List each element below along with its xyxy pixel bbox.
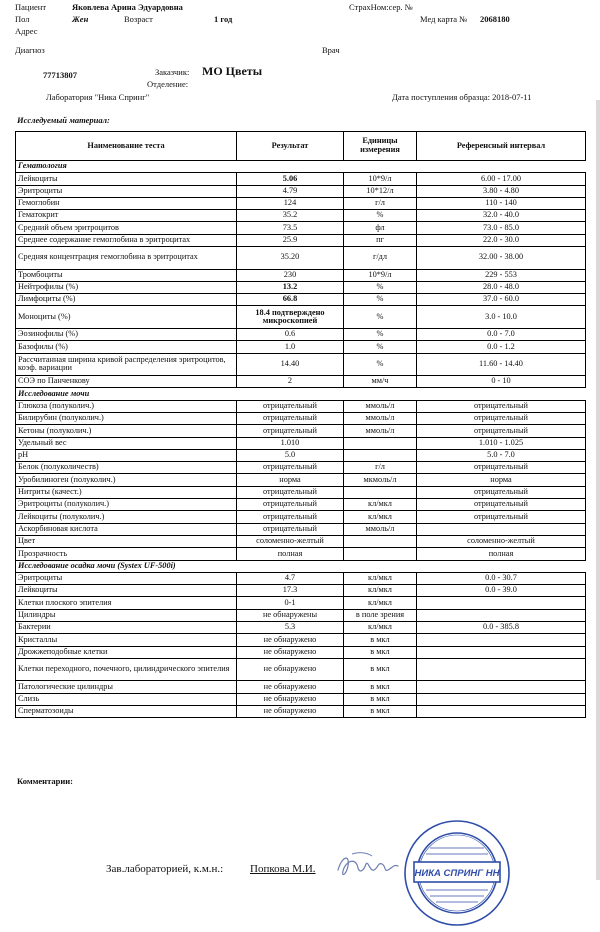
unit-value: в мкл: [344, 693, 417, 705]
customer-value: МО Цветы: [202, 64, 263, 78]
reference-interval: отрицательный: [417, 486, 586, 498]
insurance-label: СтрахНом:сер. №: [349, 2, 413, 12]
card-label: Мед карта №: [420, 14, 468, 24]
test-name: Цвет: [16, 535, 237, 547]
result-value: 73.5: [237, 222, 344, 234]
result-value: отрицательный: [237, 499, 344, 511]
reference-interval: 1.010 - 1.025: [417, 437, 586, 449]
result-value: 0-1: [237, 597, 344, 609]
result-value: 0.6: [237, 328, 344, 340]
reference-interval: [417, 693, 586, 705]
result-value: 124: [237, 197, 344, 209]
unit-value: кл/мкл: [344, 572, 417, 584]
table-row: [16, 328, 586, 340]
test-name: Лейкоциты (полуколич.): [16, 511, 237, 523]
table-row: [16, 234, 586, 246]
unit-value: [344, 437, 417, 449]
sex-label: Пол: [15, 14, 30, 24]
unit-value: в мкл: [344, 634, 417, 646]
table-row: [16, 294, 586, 306]
result-value: норма: [237, 474, 344, 486]
unit-value: [344, 486, 417, 498]
unit-value: ммоль/л: [344, 523, 417, 535]
unit-value: кл/мкл: [344, 622, 417, 634]
reference-interval: отрицательный: [417, 499, 586, 511]
unit-value: кл/мкл: [344, 499, 417, 511]
table-row: [16, 412, 586, 424]
diagnosis-label: Диагноз: [15, 45, 45, 55]
unit-value: г/дл: [344, 247, 417, 270]
result-value: 1.0: [237, 341, 344, 353]
table-row: [16, 353, 586, 376]
test-name: Рассчитанная ширина кривой распределения эритроцитов, коэф. вариации: [16, 353, 237, 376]
material-label: Исследуемый материал:: [17, 115, 110, 125]
unit-value: %: [344, 210, 417, 222]
department-label: Отделение:: [147, 79, 189, 89]
result-value: отрицательный: [237, 511, 344, 523]
table-row: [16, 425, 586, 437]
results-table: [15, 131, 586, 718]
test-name: Дрожжеподобные клетки: [16, 646, 237, 658]
table-row: [16, 548, 586, 560]
unit-value: %: [344, 306, 417, 329]
table-row: [16, 511, 586, 523]
reference-interval: отрицательный: [417, 462, 586, 474]
table-row: [16, 572, 586, 584]
result-value: 66.8: [237, 294, 344, 306]
reference-interval: отрицательный: [417, 425, 586, 437]
reference-interval: 0.0 - 39.0: [417, 585, 586, 597]
unit-value: в поле зрения: [344, 609, 417, 621]
reference-interval: отрицательный: [417, 412, 586, 424]
result-value: 5.0: [237, 449, 344, 461]
signature-name: Попкова М.И.: [250, 863, 316, 875]
unit-value: г/л: [344, 197, 417, 209]
reference-interval: 0.0 - 1.2: [417, 341, 586, 353]
unit-value: %: [344, 281, 417, 293]
table-row: [16, 376, 586, 388]
unit-value: пг: [344, 234, 417, 246]
sample-date: Дата поступления образца: 2018-07-11: [392, 92, 532, 102]
reference-interval: [417, 681, 586, 693]
test-name: Нитриты (качест.): [16, 486, 237, 498]
result-value: не обнаружены: [237, 609, 344, 621]
reference-interval: 3.0 - 10.0: [417, 306, 586, 329]
test-name: Цилиндры: [16, 609, 237, 621]
test-name: Клетки переходного, почечного, цилиндрического эпителия: [16, 658, 237, 681]
table-row: [16, 634, 586, 646]
table-row: [16, 705, 586, 717]
unit-value: ммоль/л: [344, 412, 417, 424]
doctor-label: Врач: [322, 45, 340, 55]
test-name: Гемоглобин: [16, 197, 237, 209]
reference-interval: [417, 658, 586, 681]
signature-role: Зав.лабораторией, к.м.н.:: [106, 863, 224, 875]
test-name: Аскорбиновая кислота: [16, 523, 237, 535]
column-header-test: Наименование теста: [16, 132, 237, 161]
reference-interval: 0 - 10: [417, 376, 586, 388]
test-name: Тромбоциты: [16, 269, 237, 281]
reference-interval: 0.0 - 7.0: [417, 328, 586, 340]
unit-value: %: [344, 353, 417, 376]
unit-value: [344, 548, 417, 560]
result-value: отрицательный: [237, 425, 344, 437]
table-row: [16, 462, 586, 474]
result-value: 4.79: [237, 185, 344, 197]
table-row: [16, 341, 586, 353]
reference-interval: полная: [417, 548, 586, 560]
section-header: [16, 560, 586, 572]
unit-value: кл/мкл: [344, 585, 417, 597]
results-body: [16, 161, 586, 718]
section-title: Исследование осадка мочи (Systex UF-500i): [16, 560, 586, 572]
result-value: не обнаружено: [237, 646, 344, 658]
table-header: [16, 132, 586, 161]
test-name: СОЭ по Панченкову: [16, 376, 237, 388]
unit-value: кл/мкл: [344, 511, 417, 523]
reference-interval: 3.80 - 4.80: [417, 185, 586, 197]
test-name: Среднее содержание гемоглобина в эритроцитах: [16, 234, 237, 246]
unit-value: ммоль/л: [344, 425, 417, 437]
reference-interval: 73.0 - 85.0: [417, 222, 586, 234]
result-value: 5.3: [237, 622, 344, 634]
table-row: [16, 306, 586, 329]
result-value: 5.06: [237, 173, 344, 185]
test-name: Эозинофилы (%): [16, 328, 237, 340]
lab-name: Лаборатория "Ника Спринг": [46, 92, 150, 102]
result-value: 25.9: [237, 234, 344, 246]
unit-value: 10*9/л: [344, 173, 417, 185]
result-value: отрицательный: [237, 462, 344, 474]
table-row: [16, 247, 586, 270]
test-name: pH: [16, 449, 237, 461]
reference-interval: 28.0 - 48.0: [417, 281, 586, 293]
result-value: 13.2: [237, 281, 344, 293]
stamp-text: НИКА СПРИНГ НН: [414, 868, 500, 879]
reference-interval: [417, 523, 586, 535]
test-name: Лейкоциты: [16, 173, 237, 185]
result-value: соломенно-желтый: [237, 535, 344, 547]
test-name: Эритроциты (полуколич.): [16, 499, 237, 511]
test-name: Эритроциты: [16, 185, 237, 197]
reference-interval: 22.0 - 30.0: [417, 234, 586, 246]
table-row: [16, 681, 586, 693]
scrollbar[interactable]: [596, 100, 600, 880]
result-value: не обнаружено: [237, 693, 344, 705]
reference-interval: соломенно-желтый: [417, 535, 586, 547]
reference-interval: 37.0 - 60.0: [417, 294, 586, 306]
handwritten-signature: [332, 848, 404, 884]
result-value: не обнаружено: [237, 681, 344, 693]
unit-value: мм/ч: [344, 376, 417, 388]
reference-interval: [417, 597, 586, 609]
unit-value: в мкл: [344, 681, 417, 693]
table-row: [16, 646, 586, 658]
reference-interval: [417, 705, 586, 717]
unit-value: фл: [344, 222, 417, 234]
result-value: не обнаружено: [237, 705, 344, 717]
unit-value: в мкл: [344, 658, 417, 681]
unit-value: %: [344, 341, 417, 353]
result-value: полная: [237, 548, 344, 560]
result-value: отрицательный: [237, 486, 344, 498]
test-name: Слизь: [16, 693, 237, 705]
test-name: Средний объем эритроцитов: [16, 222, 237, 234]
table-row: [16, 269, 586, 281]
result-value: отрицательный: [237, 400, 344, 412]
table-row: [16, 197, 586, 209]
table-row: [16, 609, 586, 621]
result-value: не обнаружено: [237, 658, 344, 681]
age-label: Возраст: [124, 14, 153, 24]
result-value: 18.4 подтверждено микроскопией: [237, 306, 344, 329]
test-name: Удельный вес: [16, 437, 237, 449]
result-value: 35.2: [237, 210, 344, 222]
reference-interval: 32.00 - 38.00: [417, 247, 586, 270]
test-name: Базофилы (%): [16, 341, 237, 353]
order-id: 77713807: [43, 70, 77, 80]
result-value: не обнаружено: [237, 634, 344, 646]
reference-interval: [417, 634, 586, 646]
unit-value: г/л: [344, 462, 417, 474]
table-row: [16, 449, 586, 461]
table-row: [16, 474, 586, 486]
table-row: [16, 173, 586, 185]
unit-value: кл/мкл: [344, 597, 417, 609]
test-name: Моноциты (%): [16, 306, 237, 329]
unit-value: ммоль/л: [344, 400, 417, 412]
unit-value: мкмоль/л: [344, 474, 417, 486]
table-row: [16, 658, 586, 681]
reference-interval: 0.0 - 385.8: [417, 622, 586, 634]
table-row: [16, 535, 586, 547]
section-title: Гематология: [16, 161, 586, 173]
test-name: Белок (полуколичеств): [16, 462, 237, 474]
unit-value: [344, 449, 417, 461]
test-name: Средняя концентрация гемоглобина в эритроцитах: [16, 247, 237, 270]
lab-stamp: [402, 818, 512, 928]
test-name: Гематокрит: [16, 210, 237, 222]
reference-interval: 6.00 - 17.00: [417, 173, 586, 185]
reference-interval: отрицательный: [417, 400, 586, 412]
card-value: 2068180: [480, 14, 510, 24]
reference-interval: 32.0 - 40.0: [417, 210, 586, 222]
section-title: Исследование мочи: [16, 388, 586, 400]
table-row: [16, 585, 586, 597]
result-value: 17.3: [237, 585, 344, 597]
result-value: 230: [237, 269, 344, 281]
result-value: 14.40: [237, 353, 344, 376]
test-name: Лейкоциты: [16, 585, 237, 597]
unit-value: 10*12/л: [344, 185, 417, 197]
section-header: [16, 388, 586, 400]
reference-interval: 5.0 - 7.0: [417, 449, 586, 461]
reference-interval: 229 - 553: [417, 269, 586, 281]
reference-interval: 0.0 - 30.7: [417, 572, 586, 584]
test-name: Глюкоза (полуколич.): [16, 400, 237, 412]
customer-label: Заказчик:: [155, 67, 190, 77]
table-row: [16, 499, 586, 511]
result-value: 2: [237, 376, 344, 388]
table-row: [16, 281, 586, 293]
reference-interval: 110 - 140: [417, 197, 586, 209]
test-name: Уробилиноген (полуколич.): [16, 474, 237, 486]
unit-value: 10*9/л: [344, 269, 417, 281]
column-header-unit: Единицы измерения: [344, 132, 417, 161]
test-name: Патологические цилиндры: [16, 681, 237, 693]
patient-name: Яковлева Арина Эдуардовна: [72, 2, 183, 12]
unit-value: в мкл: [344, 646, 417, 658]
reference-interval: [417, 609, 586, 621]
test-name: Клетки плоского эпителия: [16, 597, 237, 609]
test-name: Прозрачность: [16, 548, 237, 560]
result-value: 35.20: [237, 247, 344, 270]
test-name: Сперматозоиды: [16, 705, 237, 717]
test-name: Лимфоциты (%): [16, 294, 237, 306]
table-row: [16, 597, 586, 609]
result-value: 1.010: [237, 437, 344, 449]
patient-label: Пациент: [15, 2, 47, 12]
table-row: [16, 210, 586, 222]
test-name: Кристаллы: [16, 634, 237, 646]
result-value: отрицательный: [237, 412, 344, 424]
table-row: [16, 437, 586, 449]
test-name: Нейтрофилы (%): [16, 281, 237, 293]
section-header: [16, 161, 586, 173]
table-row: [16, 486, 586, 498]
result-value: 4.7: [237, 572, 344, 584]
reference-interval: 11.60 - 14.40: [417, 353, 586, 376]
test-name: Бактерии: [16, 622, 237, 634]
table-row: [16, 222, 586, 234]
table-row: [16, 622, 586, 634]
table-row: [16, 400, 586, 412]
table-row: [16, 693, 586, 705]
address-label: Адрес: [15, 26, 38, 36]
unit-value: %: [344, 294, 417, 306]
unit-value: [344, 535, 417, 547]
column-header-reference: Референсный интервал: [417, 132, 586, 161]
unit-value: в мкл: [344, 705, 417, 717]
reference-interval: отрицательный: [417, 511, 586, 523]
column-header-result: Результат: [237, 132, 344, 161]
test-name: Билирубин (полуколич.): [16, 412, 237, 424]
comments-label: Комментарии:: [17, 776, 73, 786]
table-row: [16, 185, 586, 197]
unit-value: %: [344, 328, 417, 340]
sex-value: Жен: [72, 14, 89, 24]
reference-interval: норма: [417, 474, 586, 486]
result-value: отрицательный: [237, 523, 344, 535]
test-name: Кетоны (полуколич.): [16, 425, 237, 437]
age-value: 1 год: [214, 14, 233, 24]
reference-interval: [417, 646, 586, 658]
test-name: Эритроциты: [16, 572, 237, 584]
table-row: [16, 523, 586, 535]
